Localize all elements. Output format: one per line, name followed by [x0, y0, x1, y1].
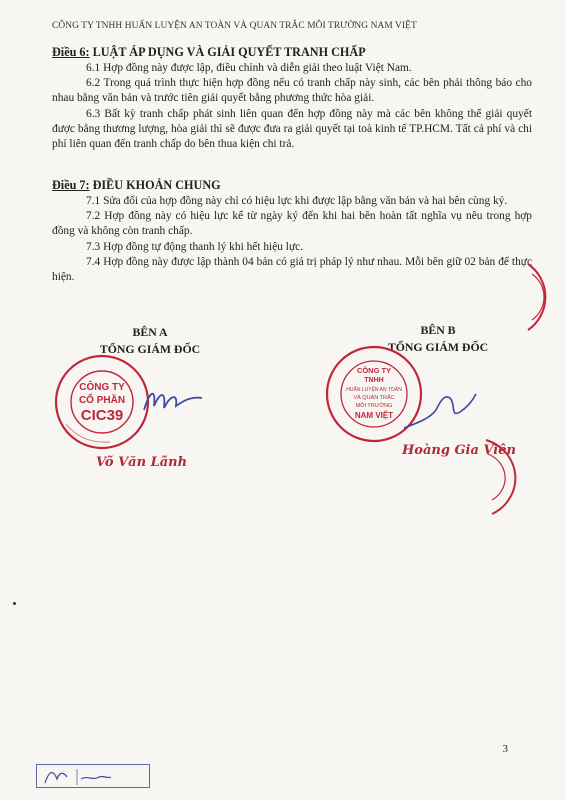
paragraph-7-2: 7.2 Hợp đồng này có hiệu lực kể từ ngày ký đến khi hai bên hoàn tất nghĩa vụ nêu trong hợp đồng và không còn tranh chấp.: [52, 210, 532, 238]
article-7-heading: [52, 178, 532, 193]
party-b-signatory-name: Hoàng Gia Viên: [402, 443, 516, 458]
party-a-seal-line-3: CIC39: [80, 407, 124, 424]
party-a-seal-line-2: CỔ PHẦN: [78, 395, 126, 406]
article-7: [52, 178, 532, 285]
article-6-title: LUẬT ÁP DỤNG VÀ GIẢI QUYẾT TRANH CHẤP: [92, 45, 366, 59]
party-a-seal-line-1: CÔNG TY: [79, 382, 125, 393]
party-a-signature-icon: [138, 382, 208, 422]
paragraph-6-2: 6.2 Trong quá trình thực hiện hợp đồng nếu có tranh chấp này sinh, các bên phải thông báo cho nhau bằng văn bản và trước tiên giải quyết bằng phương thức hòa giải.: [52, 77, 532, 105]
party-b-seal-line-4: VÀ QUAN TRẮC: [353, 395, 395, 401]
initials-box: [36, 764, 150, 788]
party-b-seal-line-1: CÔNG TY: [356, 366, 392, 375]
scan-speck: [13, 602, 16, 605]
party-b-role: TỔNG GIÁM ĐỐC: [387, 340, 489, 354]
party-b-seal-line-3: HUẤN LUYỆN AN TOÀN: [346, 387, 402, 393]
paragraph-7-1: 7.1 Sửa đổi của hợp đồng này chỉ có hiệu lực khi được lập bằng văn bản và hai bên cùng ký.: [86, 195, 508, 207]
party-b-seal-line-6: NAM VIỆT: [354, 411, 394, 420]
paragraph-6-3: 6.3 Bất kỳ tranh chấp phát sinh liên quan đến hợp đồng này mà các bên không thể giải quyết được bằng thương lượng, hòa giải thì sẽ được đưa ra giải quyết tại toà kinh tế TP.HCM. Tất cả phí và chi phí liên quan đến tranh chấp do bên thua kiện chi trả.: [52, 107, 532, 151]
paragraph-7-3: 7.3 Hợp đồng tự động thanh lý khi hết hiệu lực.: [86, 240, 304, 253]
article-7-title: ĐIỀU KHOẢN CHUNG: [92, 178, 221, 192]
edge-seal-bottom-icon: [480, 436, 540, 518]
party-b-signature-icon: [400, 388, 480, 438]
paragraph-7-4: 7.4 Hợp đồng này được lập thành 04 bản có giá trị pháp lý như nhau. Mỗi bên giữ 02 bản để thực hiện.: [52, 255, 532, 284]
party-b-label: BÊN B: [420, 323, 456, 337]
page-number: 3: [502, 743, 508, 755]
party-a-role: TỔNG GIÁM ĐỐC: [99, 342, 201, 356]
party-a-label: BÊN A: [132, 325, 168, 339]
article-6-heading: [52, 45, 532, 60]
party-a-seal: [52, 352, 152, 452]
article-7-label: Điều 7:: [52, 178, 90, 192]
edge-seal-top-icon: [510, 262, 566, 332]
page-header: CÔNG TY TNHH HUẤN LUYỆN AN TOÀN VÀ QUAN TRẮC MÔI TRƯỜNG NAM VIỆT: [52, 21, 417, 31]
party-b-seal-line-5: MÔI TRƯỜNG: [355, 403, 393, 409]
party-a-signatory-name: Võ Văn Lãnh: [96, 455, 188, 470]
initials-scribble-icon: [37, 765, 149, 787]
party-b-seal-line-2: TNHH: [364, 377, 384, 384]
paragraph-6-1: 6.1 Hợp đồng này được lập, điều chỉnh và diễn giải theo luật Việt Nam.: [86, 62, 412, 74]
article-6-label: Điều 6:: [52, 45, 90, 59]
article-6: [52, 45, 532, 152]
